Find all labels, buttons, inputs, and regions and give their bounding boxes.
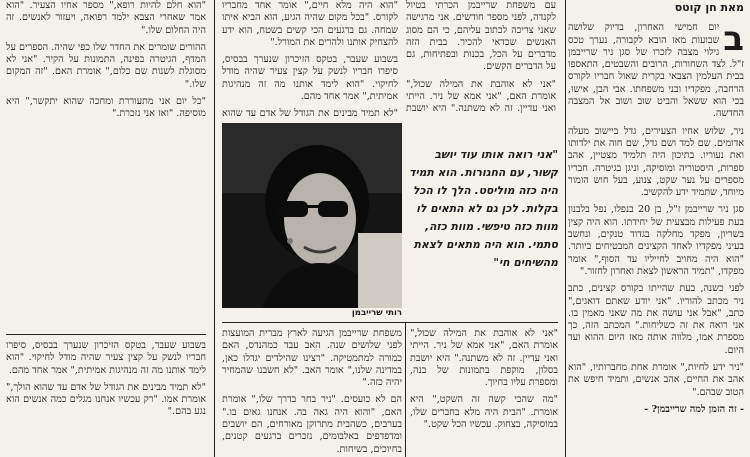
article-column-3: [222, 328, 402, 457]
paragraph: הם לא כועסים. "ניר בחר בדרך שלו," אומרת האם, "והוא היה גאה בה. אנחנו גאים בו." בערבים, כשהבית מתרוקן מאורחים, הם יושבים ומדפדפים באלבומים, נזכרים ברגעים קטנים, בחיוכים, בשיחות.: [222, 394, 402, 455]
paragraph: סגן ניר שרייבמן ז"ל, בן 20 בנפלו, נפל בלבנון בעת פעילות מבצעית של יחידתו. הוא היה קצין בשריון, מפקד מחלקה בגדוד טנקים, ונחשב בעיני מפקדיו לאחד הקצינים המבטיחים ביותר. "הוא היה מחויב לחייליו עד הסוף," אומר מפקדו, "תמיד הראשון לצאת ואחרון לחזור.": [568, 204, 744, 277]
paragraph: יום חמישי האחרון, בדיוק שלושה שבועות מאז הובא לקבורה, נערך טכס גילוי מצבה לזכרו של סגן ניר שרייבמן ז"ל. לצד השחורות, הרובים והשבטים, התאספו בבית העלמין הצבאי בקרית שאול חבריו לקורס הרחבה, מפקדיו ובני משפחתו. אבי הבן, אישו, בכי הוא ששאל והביט שוב ושוב אל המצבה החדשה.: [568, 22, 744, 120]
paragraph: בשבוע שעבר, בטקס הזיכרון שנערך בבסיס, סיפרו חבריו לנשק על קצין צעיר שהיה מודל לחיקוי. "הוא לימד אותנו מה זה מנהיגות אמיתית," אמר אחד מהם.: [6, 340, 206, 376]
paragraph: "אני לא אוהבת את המילה שכול," אומרת האם, "אני אמא של ניר. הייתי ואני עדיין. זה לא משתנה." היא יושבת: [406, 78, 556, 114]
article-column-5: [6, 0, 206, 330]
paragraph: "ניר ידע לחיות," אומרת אחת מחברותיו, "הוא אהב את החיים, אהב אנשים, ותמיד חיפש את הטוב שבהם.": [568, 362, 744, 398]
column-divider: [565, 0, 566, 457]
section-divider: [6, 334, 206, 335]
paragraph: ההורים שומרים את החדר שלו כפי שהיה. הספרים על המדף, הגיטרה בפינה, התמונות על הקיר. "אני לא מסוגלת לשנות שם כלום," אומרת האם. "זה המקום שלו.": [6, 41, 206, 90]
paragraph: משפחת שרייבמן הגיעה לארץ מברית המועצות לפני שלושים שנה. האב עבד כמהנדס, האם כמורה למתמטיקה. "רצינו שהילדים יגדלו כאן, במדינה שלנו," אומר האב. "לא חשבנו שהמחיר יהיה כזה.": [222, 328, 402, 389]
article-column-1: [568, 0, 744, 457]
paragraph: לפני כשנה, בעת שהייתו בקורס קצינים, כתב ניר מכתב להוריו. "אני יודע שאתם דואגים," כתב, "אבל אני עושה את מה שאני מאמין בו. אני רואה את זה כשליחות." המכתב הזה, כך מספרת אמו, מלווה אותה מאז היום ההוא ועד היום.: [568, 283, 744, 356]
portrait-photo: [222, 123, 402, 308]
column-divider: [214, 0, 215, 457]
paragraph: בשבוע שעבר, בטקס הזיכרון שנערך בבסיס, סיפרו חבריו לנשק על קצין צעיר שהיה מודל לחיקוי. "הוא לימד אותנו מה זה מנהיגות אמיתית," אמר אחד מהם.: [222, 54, 398, 103]
paragraph: "מה שהכי קשה זה השקט," היא אומרת. "הבית היה מלא בחברים שלו, במוסיקה, בצחוק. עכשיו הכל שקט.": [410, 394, 558, 431]
article-column-5b: [6, 340, 206, 457]
photo-caption: רותי שרייבמן: [351, 308, 402, 318]
article-column-4: [222, 0, 398, 118]
paragraph: "כל יום אני מתעוררת ומחכה שהוא יתקשר," היא מוסיפה. "ואז אני נזכרת.": [6, 96, 206, 120]
signoff: - זה הזמן למה שרייבמן? -: [644, 403, 744, 415]
drop-cap: ב: [723, 19, 744, 60]
pull-quote: "אני רואה אותו עוד יושב קשור, עם החגורות. הוא תמיד היה כזה מוליסט. הלך לו הכל בקלות. לכן גם לא התאים לו מוות כזה טיפשי. מוות כזה, סתמי. הוא היה מתאים לצאת מהשיחים חי": [409, 148, 558, 269]
paragraph: עם משפחת שרייבמן הכרתי בטיול לקנדה, לפני מספר חודשים. אני מרגישה שאני צריכה לכתוב עליהם, כי הם מסוג האנשים שכדאי להכיר. בבית הזה מדברים על הכל, בכנות ובפתיחות, גם על הדברים הקשים.: [406, 0, 556, 73]
paragraph: "הוא חלם להיות רופא," מספר אחיו הצעיר. "הוא אמר שאחרי הצבא ילמד רפואה, ויעזור לאנשים. זה היה החלום שלו.": [6, 0, 206, 36]
paragraph: "הוא היה מלא חיים," אומר אחד מחבריו לקורס. "בכל מקום שהיה הגיע, הוא הביא איתו שמחה. גם ברגעים הכי קשים בשטח, הוא ידע להצחיק אותנו ולהרים את המורל.": [222, 0, 398, 48]
paragraph: "אני לא אוהבת את המילה שכול," אומרת האם, "אני אמא של ניר. הייתי ואני עדיין. זה לא משתנה." היא יושבת בסלון, מוקפת בתמונות של בנה, ומספרת עליו בחיוך.: [410, 328, 558, 389]
paragraph: "לא תמיד מבינים את הגודל של אדם עד שהוא הולך," אומרת אמו. "רק עכשיו אנחנו מגלים כמה אנשים הוא נגע בהם.": [6, 381, 206, 418]
section-divider: [222, 322, 558, 323]
paragraph: ניר, שלוש אחיו הצעירים, גדל ביישוב מעלה אדומים. שם למד ושם גדל, שם חוה את ילדותו ואת נעוריו. בתיכון היה תלמיד מצטיין, אהב ספרות, היסטוריה ומוסיקה, וניגן בגיטרה. חבריו מספרים על נער שקט, צנוע, בעל חוש הומור מיוחד, שתמיד ידע להקשיב.: [568, 125, 744, 199]
byline: מאת חן קוטס: [674, 1, 744, 14]
paragraph: "לא תמיד מבינים את הגודל של אדם עד שהוא: [222, 108, 398, 118]
article-column-2b: [410, 328, 558, 457]
column-divider: [405, 322, 406, 457]
article-column-2: [406, 0, 556, 114]
